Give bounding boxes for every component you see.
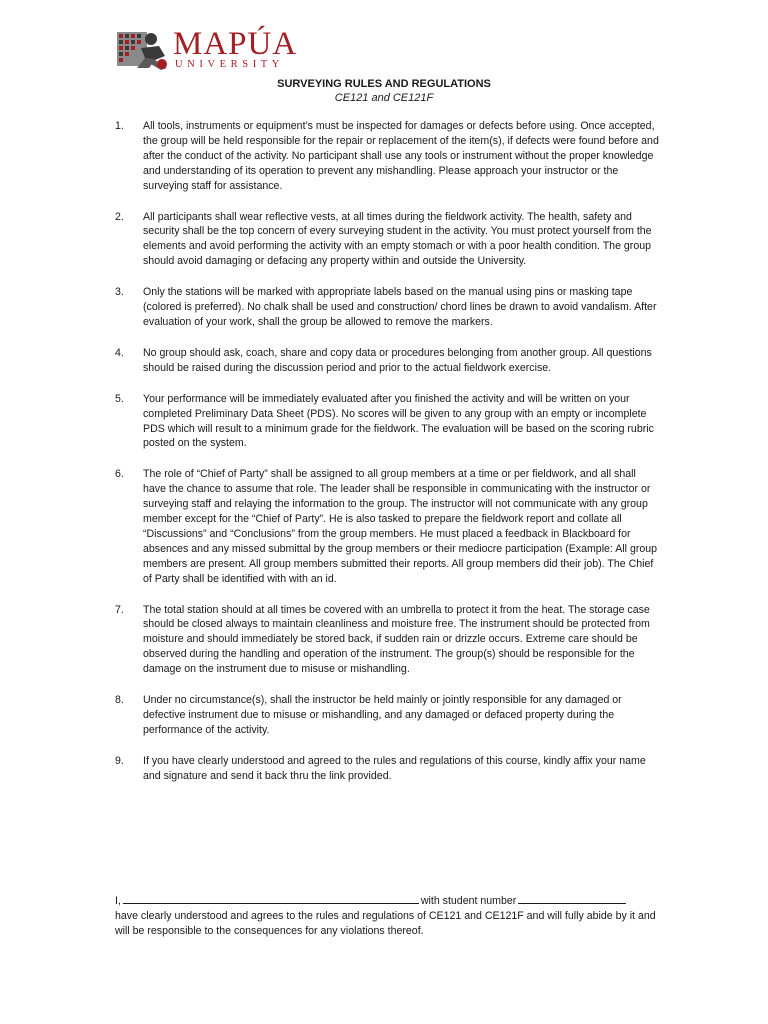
declaration-text: have clearly understood and agrees to the rules and regulations of CE121 and CE121F and will fully abide by it and will be responsible to the consequences for any violations thereof. — [115, 909, 656, 937]
rule-item — [115, 754, 660, 784]
university-seal-icon — [115, 26, 171, 72]
rule-number: 9. — [115, 754, 124, 767]
declaration-prefix: I, — [115, 895, 121, 907]
rule-text: Your performance will be immediately evaluated after you finished the activity and will be written on your completed Preliminary Data Sheet (PDS). No scores will be given to any group with an empty or incomplete PDS which will result to a minimum grade for the fieldwork. The evaluation will be based on the scoring rubric posted on the system. — [143, 392, 654, 450]
rule-text: All participants shall wear reflective vests, at all times during the fieldwork activity. The health, safety and security shall be the top concern of every surveying student in the activity. You must protect yourself from the elements and avoid performing the activity with an empty stomach or with a poor health condition. The group should avoid damaging or defacing any property within and outside the University. — [143, 210, 652, 268]
rule-number: 8. — [115, 694, 124, 707]
declaration-middle: with student number — [420, 895, 517, 907]
document-subtitle: CE121 and CE121F — [334, 92, 434, 104]
rule-item — [115, 603, 660, 678]
rule-text: If you have clearly understood and agreed to the rules and regulations of this course, kindly affix your name and signature and send it back thru the link provided. — [143, 754, 646, 782]
rule-text: The role of “Chief of Party” shall be assigned to all group members at a time or per fieldwork, and all shall have the chance to assume that role. The leader shall be responsible in communicating with the instructor or surveying staff and relaying the information to the group. The instructor will not communicate with any group member except for the “Chief of Party”. He is also tasked to prepare the fieldwork report and collate all “Discussions” and “Conclusions” from the group members. He must placed a feedback in Blackboard for absences and any missed submittal by the group members or their mediocre participation (Example: All group members are present. All group members submitted their reports. All group members did their job). The Chief of Party shall be identified with with an id. — [143, 468, 658, 585]
rule-number: 4. — [115, 346, 124, 359]
university-subtitle: UNIVERSITY — [175, 59, 284, 70]
rule-item — [115, 693, 660, 738]
rule-number: 1. — [115, 120, 124, 132]
rule-item — [115, 285, 660, 330]
rule-item — [115, 392, 660, 452]
declaration-block — [115, 893, 660, 939]
university-name: MAPÚA — [173, 26, 298, 62]
rule-text: The total station should at all times be covered with an umbrella to protect it from the heat. The storage case should be closed always to maintain cleanliness and moisture free. The instrument should be protected from moisture and should immediately be stored back, if sudden rain or drizzle occurs. Extreme care should be observed during the handling and operation of the instrument. The group(s) should be responsible for the damage on the instrument due to misuse or mishandling. — [143, 603, 650, 676]
rule-number: 2. — [115, 210, 124, 223]
rules-list — [115, 119, 660, 800]
university-logo — [115, 26, 315, 72]
rule-item — [115, 467, 660, 586]
rule-text: All tools, instruments or equipment’s must be inspected for damages or defects before using. Once accepted, the group will be held responsible for the repair or replacement of the item(s), if defects were found before and after the conduct of the activity. No participant shall use any tools or instrument without the proper knowledge and understanding of its operation to prevent any mishandling. Please approach your instructor or the surveying staff for assistance. — [143, 120, 659, 192]
rule-item — [115, 119, 660, 194]
document-title: SURVEYING RULES AND REGULATIONS — [277, 78, 491, 90]
rule-text: Under no circumstance(s), shall the instructor be held mainly or jointly responsible for any damaged or defective instrument due to misuse or mishandling, and any damaged or defaced property during the performance of the activity. — [143, 694, 622, 736]
rule-number: 3. — [115, 286, 124, 299]
rule-number: 7. — [115, 603, 124, 616]
rule-text: Only the stations will be marked with appropriate labels based on the manual using pins or masking tape (colored is preferred). No chalk shall be used and construction/ chord lines be drawn to avoid vandalism. After evaluation of your work, shall the group be allowed to remove the markers. — [143, 286, 657, 328]
rule-item — [115, 346, 660, 376]
rule-number: 6. — [115, 468, 124, 481]
rule-text: No group should ask, coach, share and copy data or procedures belonging from another group. All questions should be raised during the discussion period and prior to the actual fieldwork exercise. — [143, 346, 652, 374]
rule-item — [115, 210, 660, 270]
rule-number: 5. — [115, 392, 124, 405]
student-number-blank-line[interactable] — [518, 893, 626, 904]
name-blank-line[interactable] — [123, 893, 419, 904]
